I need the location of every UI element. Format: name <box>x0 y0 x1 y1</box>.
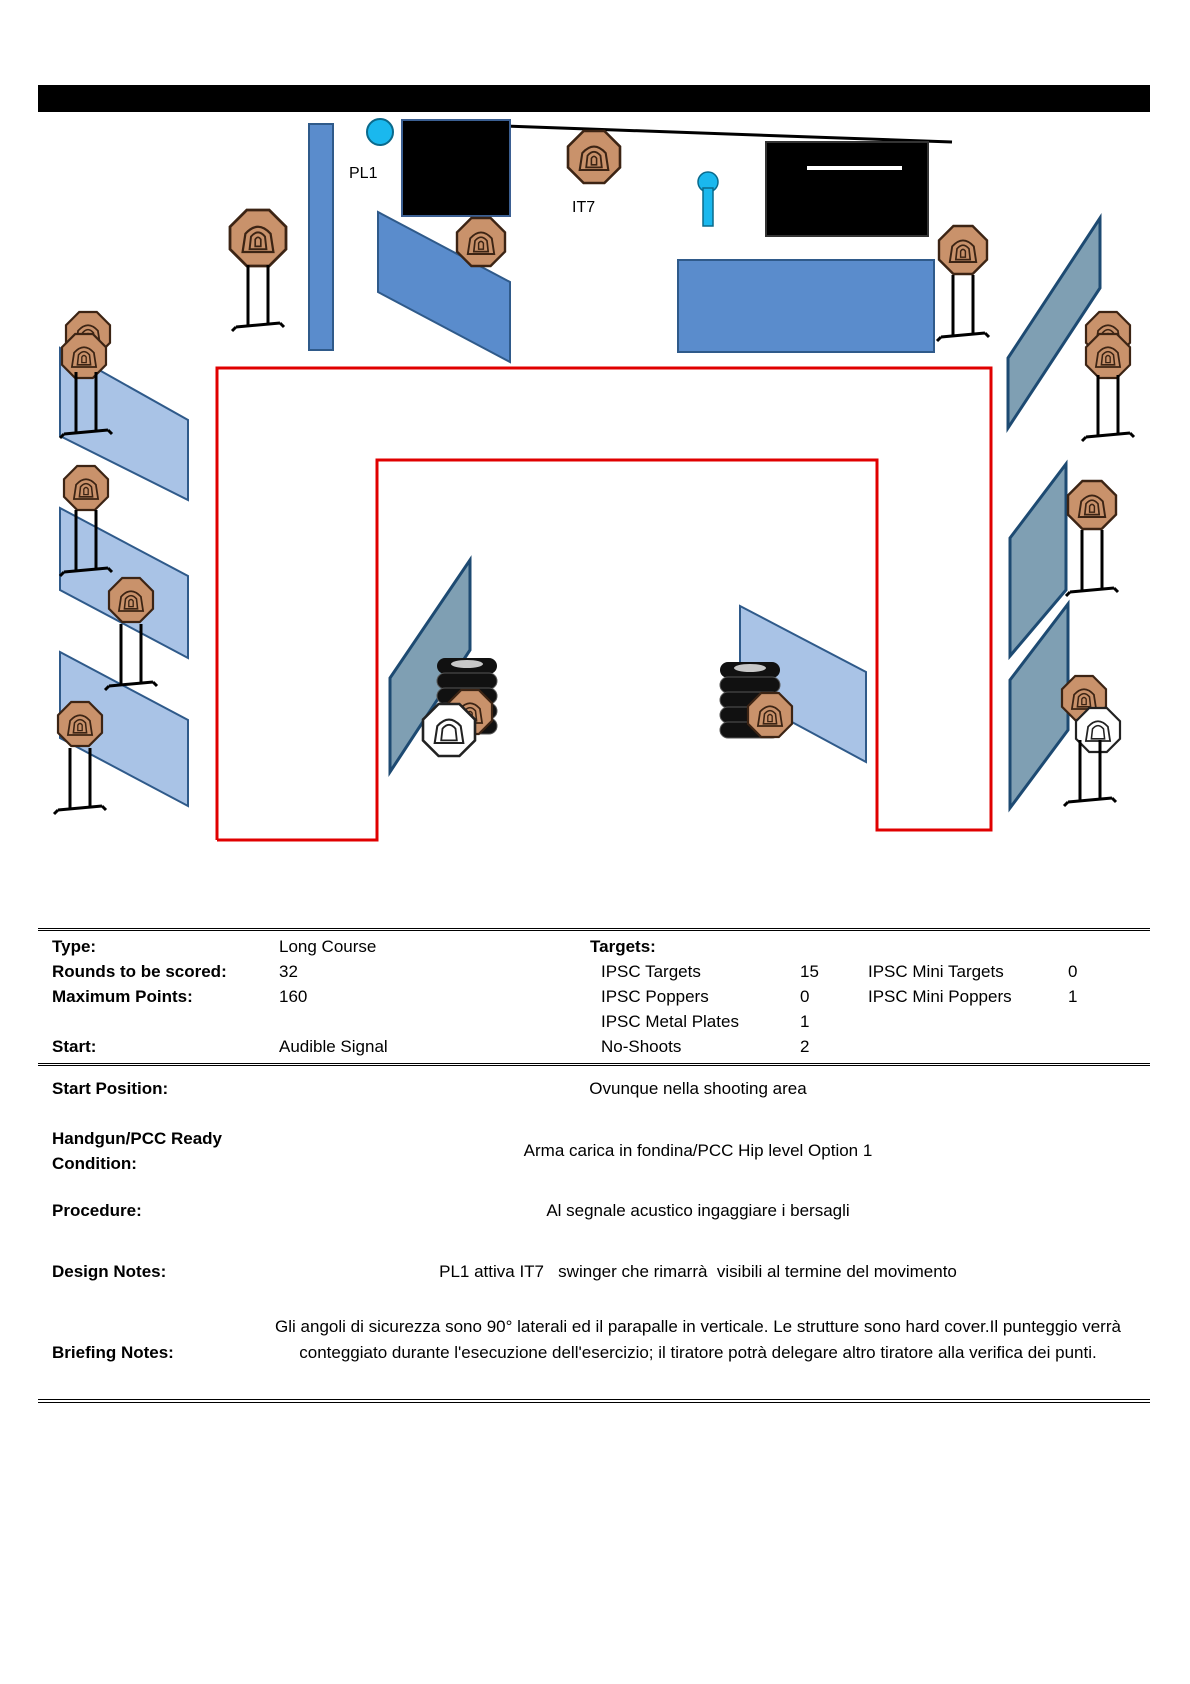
start-label: Start: <box>52 1037 97 1056</box>
target-count: 2 <box>800 1037 810 1056</box>
detail-key: Briefing Notes: <box>52 1343 174 1362</box>
detail-value: Arma carica in fondina/PCC Hip level Option 1 <box>523 1141 873 1160</box>
ipsc-target-left-5 <box>58 702 102 746</box>
wall-right-1 <box>1008 218 1100 428</box>
wall-wide-right <box>678 260 934 352</box>
ipsc-target-center-right <box>748 693 792 737</box>
detail-key: Start Position: <box>52 1079 169 1098</box>
no-shoot-center-left <box>423 704 475 756</box>
mini-target-name: IPSC Mini Targets <box>868 962 1004 981</box>
ipsc-target-left-2 <box>62 334 106 378</box>
ipsc-target-left-3 <box>64 466 108 510</box>
swinger-rope <box>505 126 952 142</box>
type-value: Long Course <box>279 937 377 956</box>
detail-value: Al segnale acustico ingaggiare i bersagli <box>546 1201 850 1220</box>
mini-target-name: IPSC Mini Poppers <box>868 987 1012 1006</box>
ipsc-target-top-2 <box>457 218 505 266</box>
stage-details <box>38 1062 1150 1403</box>
target-name: IPSC Targets <box>601 962 701 981</box>
detail-value: Gli angoli di sicurezza sono 90° laterali ed il parapalle in verticale. Le strutture sono hard cover.Il punteggio verrà conteggiato durante l'esecuzione dell'esercizio; il tiratore potrà delegare altro tiratore alla verifica dei punti. <box>275 1317 1121 1362</box>
mini-target-count: 0 <box>1068 962 1078 981</box>
pl1-activator <box>367 119 393 145</box>
ipsc-target-top-3 <box>939 226 987 274</box>
no-shoot-right <box>1076 708 1120 752</box>
target-name: IPSC Poppers <box>601 987 709 1006</box>
rounds-value: 32 <box>279 962 298 981</box>
detail-value: Ovunque nella shooting area <box>589 1079 807 1098</box>
detail-key: Handgun/PCC Ready Condition: <box>52 1129 223 1173</box>
ipsc-target-it7 <box>568 131 620 183</box>
points-value: 160 <box>279 987 308 1006</box>
target-count: 0 <box>800 987 810 1006</box>
target-count: 15 <box>800 962 819 981</box>
stage-specs <box>38 928 1150 1066</box>
pl1-label: PL1 <box>349 165 378 182</box>
target-name: IPSC Metal Plates <box>601 1012 739 1031</box>
start-value: Audible Signal <box>279 1037 388 1056</box>
detail-key: Design Notes: <box>52 1262 167 1281</box>
target-name: No-Shoots <box>601 1037 682 1056</box>
black-panel-right <box>766 142 928 236</box>
fault-line <box>217 368 991 840</box>
mini-target-count: 1 <box>1068 987 1078 1006</box>
ipsc-target-top-1 <box>230 210 286 266</box>
detail-key: Procedure: <box>52 1201 142 1220</box>
target-stand-right-1 <box>1082 375 1134 441</box>
rounds-label: Rounds to be scored: <box>52 962 227 981</box>
it7-label: IT7 <box>572 199 596 216</box>
points-label: Maximum Points: <box>52 987 193 1006</box>
it7-mini-popper <box>698 172 718 226</box>
ipsc-target-right-2 <box>1086 334 1130 378</box>
black-panel-left <box>402 120 510 216</box>
detail-value: PL1 attiva IT7 swinger che rimarrà visibili al termine del movimento <box>439 1262 957 1281</box>
type-label: Type: <box>52 937 97 956</box>
ipsc-target-left-4 <box>109 578 153 622</box>
ipsc-target-right-3 <box>1068 481 1116 529</box>
target-stand-top-3 <box>937 275 989 341</box>
target-stand-top-1 <box>232 265 284 331</box>
target-count: 1 <box>800 1012 810 1031</box>
targets-label: Targets: <box>590 937 656 956</box>
wall-vertical-left <box>309 124 333 350</box>
target-stand-right-3 <box>1066 530 1118 596</box>
